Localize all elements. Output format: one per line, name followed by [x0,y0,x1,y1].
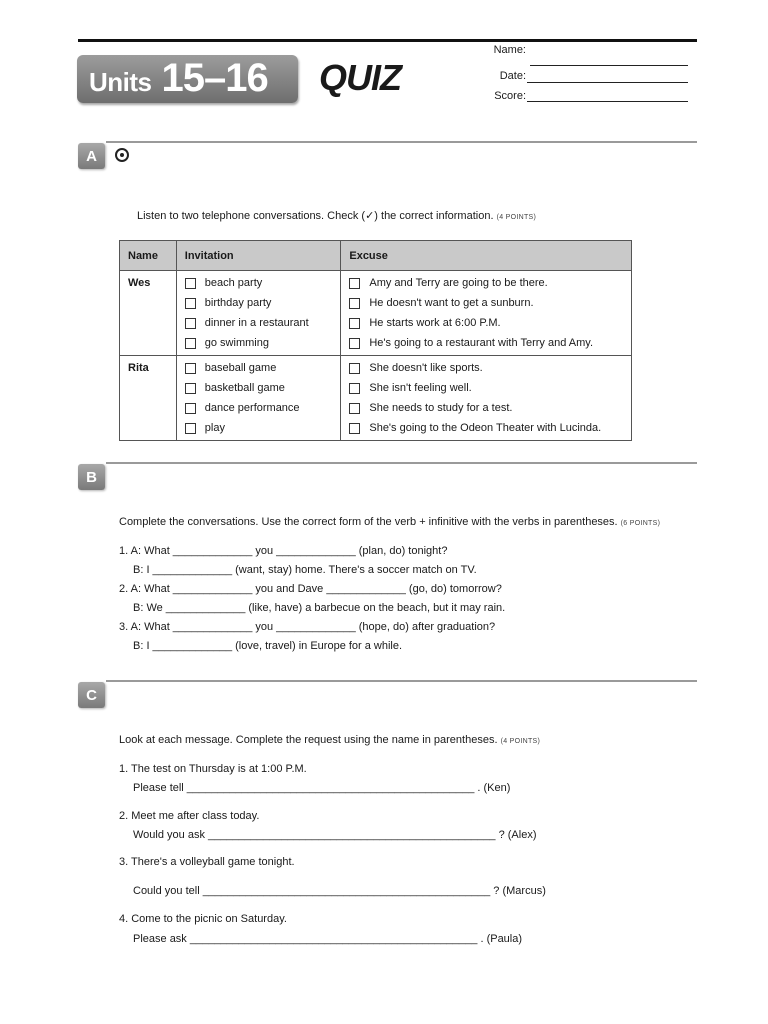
checkbox[interactable] [349,338,360,349]
checkbox[interactable] [349,318,360,329]
invitation-option[interactable] [185,378,341,398]
option-label: He doesn't want to get a sunburn. [369,297,534,309]
excuse-option[interactable] [349,418,631,438]
checkbox[interactable] [349,298,360,309]
excuse-options [341,356,632,441]
checkbox[interactable] [185,338,196,349]
option-label: basketball game [204,382,285,394]
section-b-rule [106,462,697,464]
checkbox[interactable] [185,318,196,329]
section-a-badge: A [78,143,105,169]
option-label: birthday party [204,297,272,309]
conversation-line: 2. A: What _____________ you and Dave _____________ (go, do) tomorrow? [119,583,502,595]
invitation-option[interactable] [185,273,341,293]
row-name: Rita [120,356,177,441]
table-row [120,356,632,441]
units-word: Units [89,67,152,97]
checkbox[interactable] [185,403,196,414]
conversation-line: B: I _____________ (want, stay) home. There's a soccer match on TV. [133,564,477,576]
conversation-line: B: We _____________ (like, have) a barbecue on the beach, but it may rain. [133,602,506,614]
score-label: Score: [494,90,526,102]
section-b-instruction-text: Complete the conversations. Use the correct form of the verb + infinitive with the verbs in parentheses. [119,516,618,528]
option-label: dance performance [204,402,300,414]
option-label: He starts work at 6:00 P.M. [369,317,501,329]
table-row [120,271,632,356]
checkbox[interactable] [185,383,196,394]
message-text: 3. There's a volleyball game tonight. [119,856,295,868]
section-a-rule [106,141,697,143]
request-line: Could you tell _______________________________________________ ? (Marcus) [133,885,546,897]
message-text: 1. The test on Thursday is at 1:00 P.M. [119,763,307,775]
section-c-instruction-text: Look at each message. Complete the request using the name in parentheses. [119,734,498,746]
invitation-option[interactable] [185,398,341,418]
excuse-option[interactable] [349,293,631,313]
excuse-option[interactable] [349,398,631,418]
message-text: 4. Come to the picnic on Saturday. [119,913,287,925]
conversation-line: 1. A: What _____________ you _____________ (plan, do) tonight? [119,545,448,557]
option-label: Amy and Terry are going to be there. [369,277,548,289]
message-text: 2. Meet me after class today. [119,810,260,822]
excuse-option[interactable] [349,358,631,378]
option-label: beach party [204,277,263,289]
option-label: baseball game [204,362,277,374]
option-label: She doesn't like sports. [369,362,483,374]
invitation-option[interactable] [185,333,341,353]
excuse-option[interactable] [349,313,631,333]
section-a-instruction [137,209,536,222]
excuse-option[interactable] [349,378,631,398]
invitation-option[interactable] [185,418,341,438]
invitation-options [176,271,341,356]
checkbox[interactable] [185,278,196,289]
table-header-name: Name [120,241,177,271]
invitation-option[interactable] [185,358,341,378]
name-field[interactable] [530,65,688,66]
name-label: Name: [493,44,526,56]
option-label: dinner in a restaurant [204,317,309,329]
audio-icon[interactable] [115,148,129,162]
excuse-options [341,271,632,356]
checkbox[interactable] [185,423,196,434]
quiz-title: QUIZ [319,57,401,98]
checkbox[interactable] [349,278,360,289]
section-c-points: (4 POINTS) [500,738,541,745]
section-b-instruction [119,516,660,528]
table-header-excuse: Excuse [341,241,632,271]
option-label: She isn't feeling well. [369,382,472,394]
date-label: Date: [499,70,526,82]
section-c-badge: C [78,682,105,708]
invitation-options [176,356,341,441]
option-label: He's going to a restaurant with Terry and Amy. [369,337,593,349]
section-b-badge: B [78,464,105,490]
score-field[interactable] [527,101,688,102]
request-line: Would you ask _______________________________________________ ? (Alex) [133,829,537,841]
checkbox[interactable] [349,383,360,394]
checkbox[interactable] [349,423,360,434]
invitation-table [119,240,632,441]
option-label: She's going to the Odeon Theater with Lucinda. [369,422,602,434]
invitation-option[interactable] [185,313,341,333]
option-label: go swimming [204,337,269,349]
invitation-option[interactable] [185,293,341,313]
section-c-rule [106,680,697,682]
row-name: Wes [120,271,177,356]
conversation-line: 3. A: What _____________ you _____________ (hope, do) after graduation? [119,621,496,633]
units-number: 15–16 [161,56,268,100]
excuse-option[interactable] [349,333,631,353]
section-b-points: (6 POINTS) [620,520,661,527]
request-line: Please ask _______________________________________________ . (Paula) [133,933,523,945]
excuse-option[interactable] [349,273,631,293]
checkbox[interactable] [349,403,360,414]
request-line: Please tell _______________________________________________ . (Ken) [133,782,511,794]
checkbox[interactable] [349,363,360,374]
section-a-points: (4 POINTS) [496,214,537,221]
top-rule [78,39,697,42]
conversation-line: B: I _____________ (love, travel) in Europe for a while. [133,640,403,652]
checkbox[interactable] [185,363,196,374]
option-label: play [204,422,225,434]
date-field[interactable] [527,82,688,83]
section-a-instruction-text: Listen to two telephone conversations. Check (✓) the correct information. [137,210,494,222]
section-c-instruction [119,734,540,746]
option-label: She needs to study for a test. [369,402,513,414]
checkbox[interactable] [185,298,196,309]
units-badge [77,55,298,103]
table-header-invitation: Invitation [176,241,341,271]
